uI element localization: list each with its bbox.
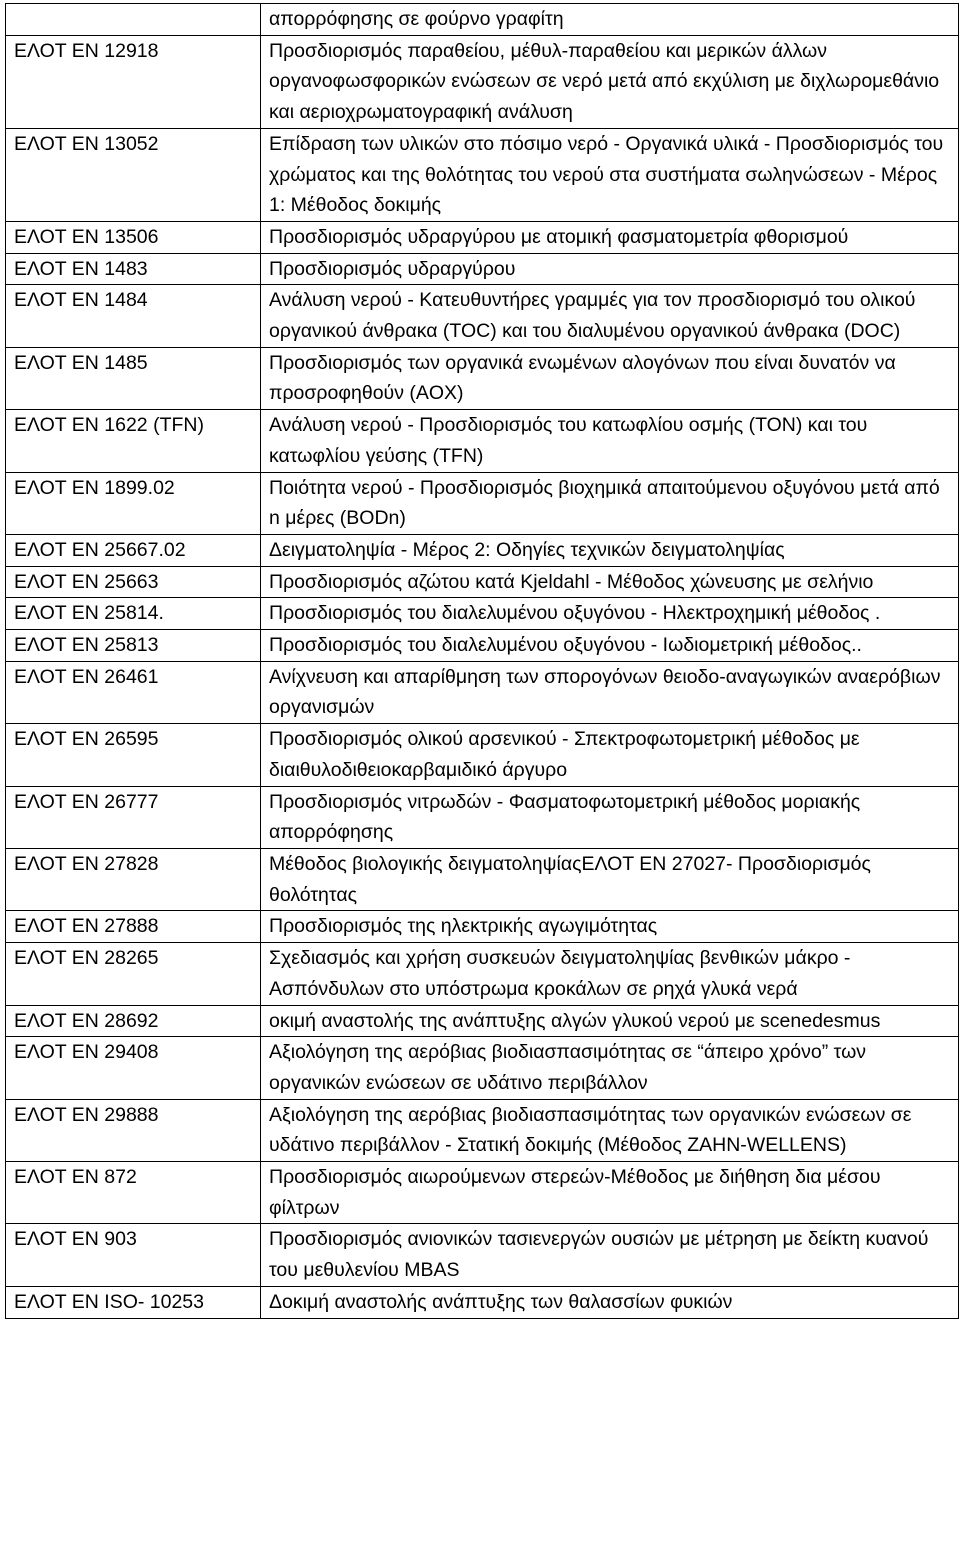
standard-code: ΕΛΟΤ ΕΝ 13506 (6, 221, 261, 253)
standard-description: Προσδιορισμός του διαλελυμένου οξυγόνου - Ηλεκτροχημική μέθοδος . (261, 598, 959, 630)
table-row (6, 786, 959, 848)
standard-code: ΕΛΟΤ ΕΝ 25814. (6, 598, 261, 630)
table-row (6, 1286, 959, 1318)
standard-description: Προσδιορισμός αιωρούμενων στερεών-Μέθοδος με διήθηση δια μέσου φίλτρων (261, 1162, 959, 1224)
standard-description: Επίδραση των υλικών στο πόσιμο νερό - Οργανικά υλικά - Προσδιορισμός του χρώματος και της θολότητας του νερού στα συστήματα σωληνώσεων - Μέρος 1: Μέθοδος δοκιμής (261, 128, 959, 221)
standard-description: Ανάλυση νερού - Κατευθυντήρες γραμμές για τον προσδιορισμό του ολικού οργανικού άνθρακα (TOC) και του διαλυμένου οργανικού άνθρακα (DOC) (261, 285, 959, 347)
standard-code: ΕΛΟΤ ΕΝ ISO- 10253 (6, 1286, 261, 1318)
standard-code: ΕΛΟΤ ΕΝ 27888 (6, 911, 261, 943)
table-row (6, 1099, 959, 1161)
table-row (6, 285, 959, 347)
standard-code: ΕΛΟΤ ΕΝ 1899.02 (6, 472, 261, 534)
table-row (6, 534, 959, 566)
standard-code: ΕΛΟΤ ΕΝ 903 (6, 1224, 261, 1286)
table-row (6, 253, 959, 285)
standard-description: Προσδιορισμός υδραργύρου με ατομική φασματομετρία φθορισμού (261, 221, 959, 253)
standard-description: Προσδιορισμός υδραργύρου (261, 253, 959, 285)
table-row (6, 724, 959, 786)
standard-description: Αξιολόγηση της αερόβιας βιοδιασπασιμότητας των οργανικών ενώσεων σε υδάτινο περιβάλλον - Στατική δοκιμής (Μέθοδος ZAHN-WELLENS) (261, 1099, 959, 1161)
standard-code: ΕΛΟΤ ΕΝ 25813 (6, 630, 261, 662)
standard-code: ΕΛΟΤ ΕΝ 25663 (6, 566, 261, 598)
standard-code: ΕΛΟΤ ΕΝ 28692 (6, 1005, 261, 1037)
standard-description: Ανίχνευση και απαρίθμηση των σπορογόνων θειοδο-αναγωγικών αναερόβιων οργανισμών (261, 661, 959, 723)
standard-description: Προσδιορισμός του διαλελυμένου οξυγόνου - Ιωδιομετρική μέθοδος.. (261, 630, 959, 662)
standard-description: Προσδιορισμός της ηλεκτρικής αγωγιμότητας (261, 911, 959, 943)
standard-code: ΕΛΟΤ ΕΝ 1483 (6, 253, 261, 285)
table-row (6, 1037, 959, 1099)
standard-description: Προσδιορισμός νιτρωδών - Φασματοφωτομετρική μέθοδος μοριακής απορρόφησης (261, 786, 959, 848)
table-row (6, 1005, 959, 1037)
standard-description: Ανάλυση νερού - Προσδιορισμός του κατωφλίου οσμής (TON) και του κατωφλίου γεύσης (TFN) (261, 410, 959, 472)
standard-code: ΕΛΟΤ ΕΝ 28265 (6, 943, 261, 1005)
standard-description: Προσδιορισμός ολικού αρσενικού - Σπεκτροφωτομετρική μέθοδος με διαιθυλοδιθειοκαρβαμιδικό άργυρο (261, 724, 959, 786)
table-row (6, 1162, 959, 1224)
standard-code: ΕΛΟΤ ΕΝ 1484 (6, 285, 261, 347)
standard-description: Σχεδιασμός και χρήση συσκευών δειγματοληψίας βενθικών μάκρο - Ασπόνδυλων στο υπόστρωμα κροκάλων σε ρηχά γλυκά νερά (261, 943, 959, 1005)
table-row (6, 128, 959, 221)
standard-code: ΕΛΟΤ ΕΝ 27828 (6, 848, 261, 910)
table-row (6, 347, 959, 409)
table-row (6, 410, 959, 472)
standard-code (6, 4, 261, 36)
standard-code: ΕΛΟΤ ΕΝ 13052 (6, 128, 261, 221)
standard-description: Δειγματοληψία - Μέρος 2: Οδηγίες τεχνικών δειγματοληψίας (261, 534, 959, 566)
standard-description: απορρόφησης σε φούρνο γραφίτη (261, 4, 959, 36)
standard-code: ΕΛΟΤ ΕΝ 26595 (6, 724, 261, 786)
table-row (6, 566, 959, 598)
table-row (6, 472, 959, 534)
table-row (6, 221, 959, 253)
standard-description: Προσδιορισμός των οργανικά ενωμένων αλογόνων που είναι δυνατόν να προσροφηθούν (AOX) (261, 347, 959, 409)
standard-description: Προσδιορισμός αζώτου κατά Kjeldahl - Μέθοδος χώνευσης με σελήνιο (261, 566, 959, 598)
table-row (6, 943, 959, 1005)
standard-code: ΕΛΟΤ ΕΝ 872 (6, 1162, 261, 1224)
table-row (6, 4, 959, 36)
standard-code: ΕΛΟΤ ΕΝ 12918 (6, 35, 261, 128)
table-row (6, 35, 959, 128)
standard-description: οκιμή αναστολής της ανάπτυξης αλγών γλυκού νερού με scenedesmus (261, 1005, 959, 1037)
standard-description: Μέθοδος βιολογικής δειγματοληψίαςΕΛΟΤ ΕΝ 27027- Προσδιορισμός θολότητας (261, 848, 959, 910)
standard-code: ΕΛΟΤ ΕΝ 26777 (6, 786, 261, 848)
table-row (6, 911, 959, 943)
table-row (6, 848, 959, 910)
table-row (6, 1224, 959, 1286)
standard-code: ΕΛΟΤ ΕΝ 29888 (6, 1099, 261, 1161)
standard-description: Αξιολόγηση της αερόβιας βιοδιασπασιμότητας σε “άπειρο χρόνο” των οργανικών ενώσεων σε υδάτινο περιβάλλον (261, 1037, 959, 1099)
table-row (6, 598, 959, 630)
standards-table-body (6, 4, 959, 1319)
standard-code: ΕΛΟΤ ΕΝ 29408 (6, 1037, 261, 1099)
standard-code: ΕΛΟΤ ΕΝ 25667.02 (6, 534, 261, 566)
standard-code: ΕΛΟΤ ΕΝ 26461 (6, 661, 261, 723)
standard-code: ΕΛΟΤ ΕΝ 1622 (TFN) (6, 410, 261, 472)
standards-table (5, 3, 959, 1319)
table-row (6, 661, 959, 723)
standard-description: Προσδιορισμός ανιονικών τασιενεργών ουσιών με μέτρηση με δείκτη κυανού του μεθυλενίου MBAS (261, 1224, 959, 1286)
standard-description: Δοκιμή αναστολής ανάπτυξης των θαλασσίων φυκιών (261, 1286, 959, 1318)
standard-code: ΕΛΟΤ ΕΝ 1485 (6, 347, 261, 409)
standard-description: Ποιότητα νερού - Προσδιορισμός βιοχημικά απαιτούμενου οξυγόνου μετά από n μέρες (BODn) (261, 472, 959, 534)
standard-description: Προσδιορισμός παραθείου, μέθυλ-παραθείου και μερικών άλλων οργανοφωσφορικών ενώσεων σε νερό μετά από εκχύλιση με διχλωρομεθάνιο και αεριοχρωματογραφική ανάλυση (261, 35, 959, 128)
table-row (6, 630, 959, 662)
